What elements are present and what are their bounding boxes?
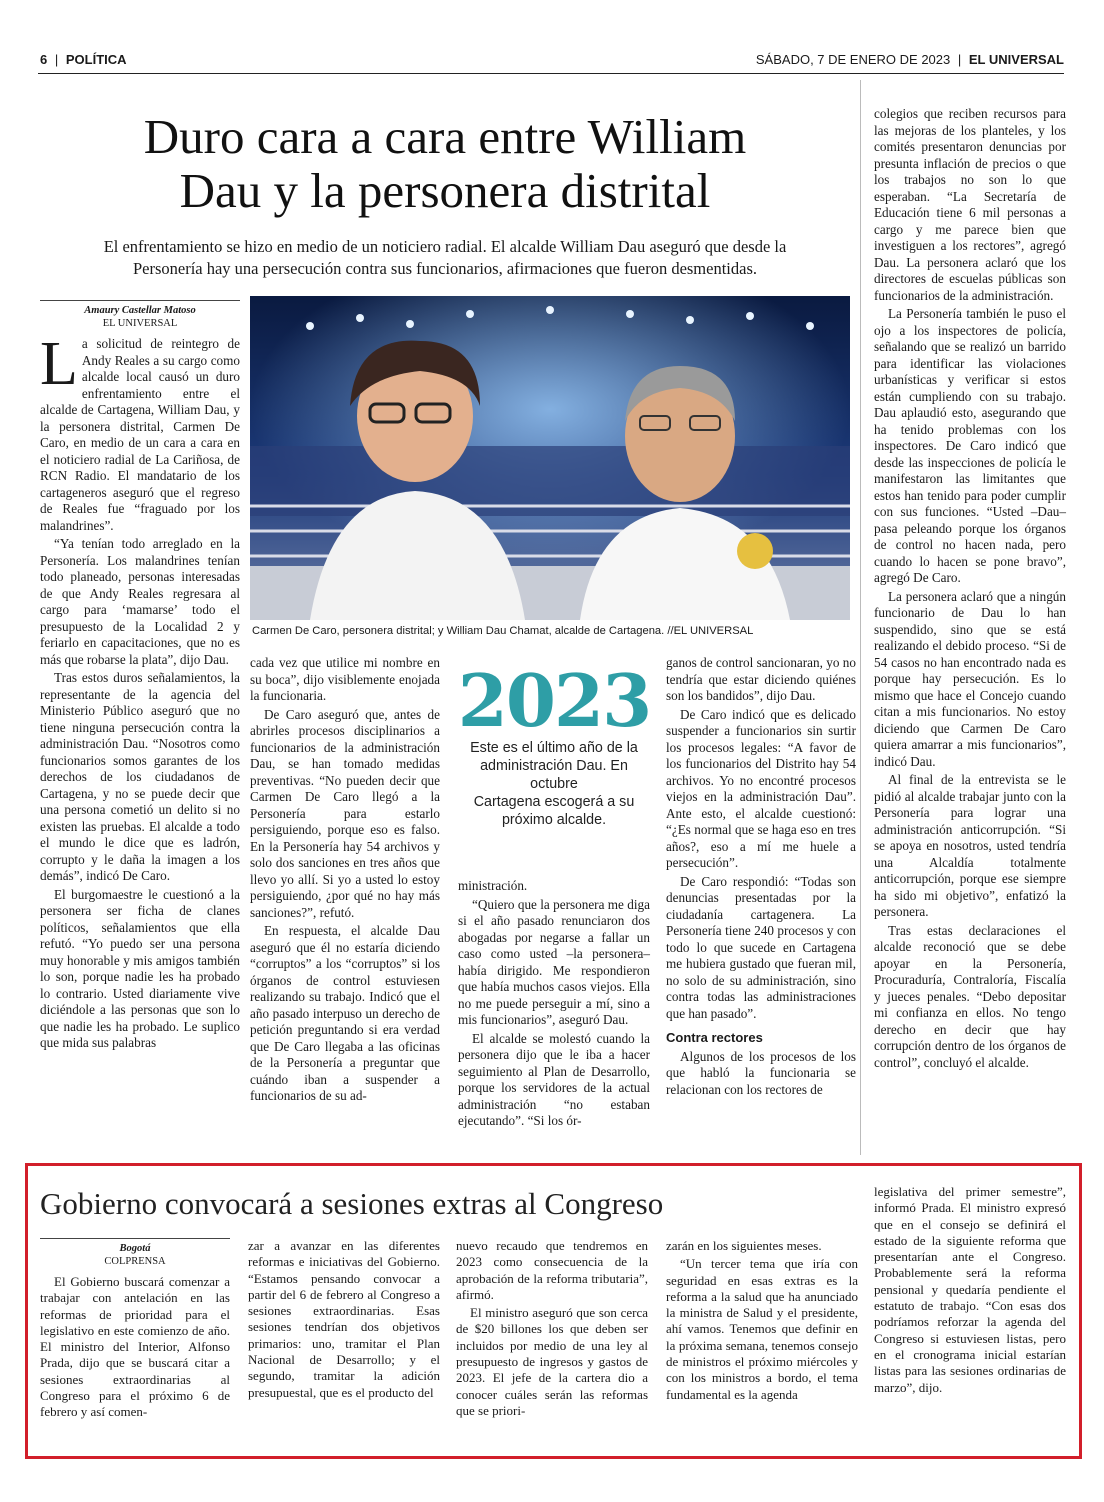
paragraph: Tras estos duros señalamientos, la representante de la agencia del Ministerio Público aseguró que no tiene ninguna persecución contra la administración Dau. “Nosotros como funcionarios somos garantes de los derechos de los ciudadanos de Cartagena, y no se puede decir que una persona cometió un delito si no existen las pruebas. El alcalde a todo el mundo le dice que es ladrón, corrupto y le daña la imagen a los demás”, indicó De Caro. (40, 670, 240, 883)
paragraph: En respuesta, el alcalde Dau aseguró que él no estaría diciendo “corruptos” a los “corruptos” si los órganos de control estuviesen realizando su trabajo. Indicó que el año pasado interpuso un derecho de petición preguntando si era verdad que De Caro llegaba a las oficinas de la Personería a preguntar que cuándo iban a suspender a funcionarios de su ad- (250, 923, 440, 1103)
section-name: POLÍTICA (65, 52, 127, 67)
header-rule (38, 73, 1064, 74)
article2-byline (40, 1238, 230, 1268)
byline-author: Amaury Castellar Matoso (84, 305, 196, 316)
paragraph: “Un tercer tema que iría con seguridad en esas extras es la reforma a la salud que ha anunciado la ministra de Salud y el presidente, ahí vamos. Tenemos que definir en la próxima semana, tenemos consejo de ministros el próximo miércoles y con los ministros a bordo, el tema fundamental es la agenda (666, 1256, 858, 1402)
paragraph: El alcalde se molestó cuando la personera dijo que le iba a hacer seguimiento al Plan de Desarrollo, porque los servidores de la actual administración “no estaban ejecutando”. “Si los ór- (458, 1030, 650, 1128)
article-photo (250, 296, 850, 620)
paragraph: La personera aclaró que a ningún funcionario de Dau lo han suspendido, sino que se está realizando el debido proceso. “Si de 54 casos no han encontrado nada es porque hay persecución. Es lo mismo que hace el Concejo cuando citan a mis funcionarios. No estoy diciendo que Carmen De Caro quiera amarrar a mis funcionarios”, indicó Dau. (874, 588, 1066, 769)
article-column-5 (874, 106, 1066, 1073)
headline-line-2: Dau y la personera distrital (179, 163, 711, 218)
boxing-ring-photo (250, 296, 850, 620)
page-header-right: SÁBADO, 7 DE ENERO DE 2023 | EL UNIVERSAL (755, 52, 1064, 67)
article-column-2 (250, 655, 440, 1107)
article-headline (40, 110, 850, 218)
paragraph: zar a avanzar en las diferentes reformas e iniciativas del Gobierno. “Estamos pensando convocar a partir del 6 de febrero al Congreso a sesiones extraordinarias. Esas sesiones tendrían dos objetivos primarios: uno, tramitar el Plan Nacional de Desarrollo; y el segundo, tramitar la adición presupuestal, que es el producto del (248, 1238, 440, 1400)
article2-column-4 (666, 1238, 858, 1405)
issue-date: SÁBADO, 7 DE ENERO DE 2023 (755, 52, 951, 67)
paper-name: EL UNIVERSAL (968, 52, 1064, 67)
paragraph: De Caro respondió: “Todas son denuncias presentadas por la ciudadanía cartagenera. La Personería tiene 240 procesos y con todo lo que sucede en Cartagena me hubiera gustado que fueran mil, no solo de su administración, sino contra todas las administraciones que han pasado”. (666, 873, 856, 1021)
article2-column-5 (874, 1184, 1066, 1398)
paragraph: Tras estas declaraciones el alcalde reconoció que se debe apoyar en la Personería, Procuraduría, Contraloría, Fiscalía y jueces penales. “Debo depositar mi confianza en ellos. No tengo derecho en decir que hay corrupción dentro de los órganos de control”, concluyó el alcalde. (874, 922, 1066, 1070)
article-column-3 (458, 878, 650, 1132)
drop-cap: L (40, 330, 78, 398)
byline-org: COLPRENSA (104, 1256, 166, 1267)
byline (40, 300, 240, 330)
column-divider (860, 80, 861, 1155)
byline-org: EL UNIVERSAL (102, 318, 178, 329)
deck-line-2: Personería hay una persecución contra sus funcionarios, afirmaciones que fueron desmentidas. (132, 259, 758, 278)
article2-column-1 (40, 1238, 230, 1423)
article2-column-2 (248, 1238, 440, 1403)
paragraph: “Quiero que la personera me diga si el año pasado renunciaron dos abogadas por negarse a fallar un caso como usted –la personera– había dirigido. Me respondieron que había muchos casos viejos. Ella no me puede perseguir a mí, sino a mis funcionarios”, aseguró Dau. (458, 896, 650, 1027)
page-number: 6 (40, 52, 48, 67)
deck-line-1: El enfrentamiento se hizo en medio de un noticiero radial. El alcalde William Dau aseguró que desde la (103, 237, 787, 256)
paragraph: De Caro aseguró que, antes de abrirles procesos disciplinarios a funcionarios de la administración Dau, se han tomado medidas preventivas. “No pueden decir que Carmen De Caro llegó a la Personería para estarlo persiguiendo, porque eso es falso. En la Personería hay 54 archivos y solo dos sanciones en tres años que llevo yo allí. Si yo a usted lo estoy persiguiendo, ¿por qué no hay más sanciones?”, refutó. (250, 706, 440, 920)
article-column-4 (666, 655, 856, 1100)
article2-headline: Gobierno convocará a sesiones extras al Congreso (40, 1186, 664, 1221)
factbox (456, 658, 652, 829)
factbox-year: 2023 (457, 658, 651, 743)
article-column-1 (40, 300, 240, 1054)
paragraph: ganos de control sancionaran, yo no tendría que estar diciendo quiénes son los bandidos”, dijo Dau. (666, 655, 856, 703)
paragraph: El Gobierno buscará comenzar a trabajar con antelación en las reformas de prioridad para el legislativo en este comienzo de año. El ministro del Interior, Alfonso Prada, dijo que se buscará citar a sesiones extraordinarias al Congreso para el próximo 6 de febrero y así comen- (40, 1274, 230, 1420)
paragraph: El burgomaestre le cuestionó a la personera ser ficha de clanes políticos, señalamientos que ella refutó. “Yo puedo ser una persona muy honorable y mis amigos también lo son, porque nadie les ha probado lo contrario. Usted diariamente vive diciéndole a las personas que son lo que nadie les ha probado. Le suplico que mida sus palabras (40, 886, 240, 1050)
paragraph: El ministro aseguró que son cerca de $20 billones los que deben ser incluidos por medio de una ley al presupuesto de ingresos y gastos de 2023. El jefe de la cartera dio a conocer cuáles serán las reformas que se priori- (456, 1305, 648, 1418)
paragraph: La solicitud de reintegro de Andy Reales a su cargo como alcalde local causó un duro enfrentamiento entre el alcalde de Cartagena, William Dau, y la personera distrital, Carmen De Caro, en medio de un cara a cara en el noticiero radial de La Cariñosa, de RCN Radio. El mandatario de los cartageneros aseguró que el regreso de Reales fue “fraguado por los malandrines”. (40, 330, 240, 533)
paragraph: zarán en los siguientes meses. (666, 1238, 822, 1253)
paragraph: La Personería también le puso el ojo a los inspectores de policía, señalando que se realizó un barrido para identificar las violaciones urbanísticas y verificar si estos están cumpliendo con su trabajo. Dau aplaudió esto, asegurando que ha tenido problemas con los inspectores. De Caro indicó que desde las inspecciones de policía le manifestaron las limitantes que estos han tenido para poder cumplir con sus funciones. “Usted –Dau– pasa peleando porque los órganos de control no hacen nada, pero cuando lo hacen se pone bravo”, agregó De Caro. (874, 306, 1066, 585)
paragraph: nuevo recaudo que tendremos en 2023 como consecuencia de la aprobación de la reforma tributaria”, afirmó. (456, 1238, 648, 1302)
paragraph: ministración. (458, 878, 528, 893)
subhead: Contra rectores (666, 1030, 763, 1045)
article2-column-3 (456, 1238, 648, 1421)
paragraph: Al final de la entrevista se le pidió al alcalde trabajar junto con la Personería para lograr una administración anticorrupción. “Si se apoya en nosotros, usted tendría una Alcaldía totalmente anticorrupción, porque ese siempre ha sido mi objetivo”, enfatizó la personera. (874, 772, 1066, 919)
paragraph: cada vez que utilice mi nombre en su boca”, dijo visiblemente enojada la funcionaria. (250, 655, 440, 703)
article-deck (40, 236, 850, 280)
factbox-text: Este es el último año de la administración Dau. En octubre Cartagena escogerá a su próximo alcalde. (470, 740, 638, 828)
photo-caption: Carmen De Caro, personera distrital; y William Dau Chamat, alcalde de Cartagena. //EL UNIVERSAL (252, 625, 754, 637)
headline-line-1: Duro cara a cara entre William (143, 109, 747, 164)
paragraph: colegios que reciben recursos para las mejoras de los planteles, y los comités presentaron denuncias por presunta inflación de precios o que los trabajos no son lo que esperaban. “La Secretaría de Educación tiene 6 mil personas a cargo y me parece bien que investiguen a los rectores”, agregó Dau. La personera aclaró que los directores de escuelas públicas son funcionarios de la administración. (874, 106, 1066, 303)
paragraph: Algunos de los procesos de los que habló la funcionaria se relacionan con los rectores de (666, 1048, 856, 1097)
paragraph: legislativa del primer semestre”, informó Prada. El ministro expresó que en el consejo se definirá el estado de la siguiente reforma que presentarían ante el Congreso. Probablemente será la reforma pensional y quedaría pendiente el estatuto de trabajo. “Con esas dos podríamos reforzar la agenda del Congreso si estuviesen listas, pero en el cronograma inicial estarían listas para las sesiones ordinarias de marzo”, dijo. (874, 1184, 1066, 1395)
page-header-left: 6 | POLÍTICA (40, 52, 127, 67)
paragraph: De Caro indicó que es delicado suspender a funcionarios sin surtir los procesos legales: “A favor de los funcionarios del Distrito hay 54 archivos. Yo no encontré procesos viejos en la administración Dau”. Ante esto, el alcalde cuestionó: “¿Es normal que se haga eso en tres años?, eso a mí me huele a persecución”. (666, 706, 856, 870)
byline-author: Bogotá (119, 1243, 151, 1254)
paragraph: “Ya tenían todo arreglado en la Personería. Los malandrines tenían todo planeado, personas interesadas de que Andy Reales regresara al cargo para ‘mamarse’ todo el presupuesto de la Localidad 2 y feriarlo en capacitaciones, que no es más que robarse la plata”, dijo Dau. (40, 536, 240, 667)
